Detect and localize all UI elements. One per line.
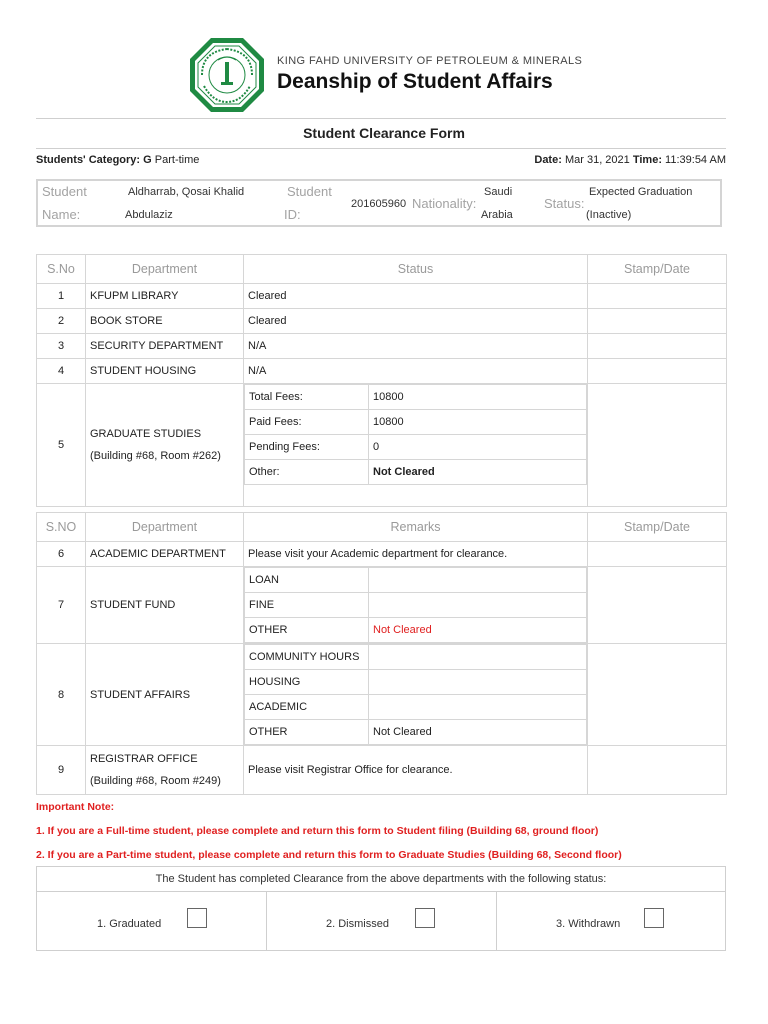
col-header-status: Status [244,255,588,284]
fund-row [245,618,587,643]
nationality-label: Nationality: [412,196,477,211]
fee-value: Not Cleared [369,460,587,485]
affairs-value [369,645,587,670]
affairs-row [245,670,587,695]
option-graduated-label: 1. Graduated [97,918,162,930]
table-row-student-affairs [37,644,727,746]
table-row [37,334,727,359]
fee-label: Paid Fees: [245,410,369,435]
affairs-subtable [244,644,587,745]
student-category [36,154,199,166]
fund-label: FINE [245,593,369,618]
deanship-title: Deanship of Student Affairs [277,70,553,93]
col-header-stamp: Stamp/Date [588,255,727,284]
row-department: SECURITY DEPARTMENT [86,334,244,359]
dismissed-checkbox[interactable] [415,908,435,928]
student-id-label: Student [287,184,332,199]
fee-value: 0 [369,435,587,460]
table-row [37,284,727,309]
affairs-label: COMMUNITY HOURS [245,645,369,670]
row-remark: Please visit Registrar Office for clearance. [244,746,588,795]
row-department: STUDENT FUND [86,567,244,644]
department-name: GRADUATE STUDIES [90,428,202,440]
fund-label: OTHER [245,618,369,643]
fee-value: 10800 [369,410,587,435]
row-stamp [588,746,727,795]
student-id-label-2: ID: [284,207,301,222]
fee-value: 10800 [369,385,587,410]
important-note-1: 1. If you are a Full-time student, please complete and return this form to Student filing (Building 68, ground floor) [36,825,599,837]
fee-row [245,410,587,435]
status-line2: (Inactive) [586,209,632,221]
table-row [37,359,727,384]
category-date-row [36,154,726,170]
university-logo [188,36,266,114]
col-header-stamp: Stamp/Date [588,513,727,542]
university-name: KING FAHD UNIVERSITY OF PETROLEUM & MINERALS [277,55,583,67]
affairs-value [369,695,587,720]
fee-label: Pending Fees: [245,435,369,460]
affairs-label: ACADEMIC [245,695,369,720]
fund-subtable [244,567,587,643]
withdrawn-checkbox[interactable] [644,908,664,928]
title-divider [36,148,726,149]
row-stamp [588,334,727,359]
fee-row [245,460,587,485]
date-value: Mar 31, 2021 [564,154,630,166]
row-department: BOOK STORE [86,309,244,334]
fee-label: Total Fees: [245,385,369,410]
page-header [0,30,768,122]
row-sno: 7 [37,567,86,644]
student-name-label-2: Name: [42,207,81,222]
affairs-label: OTHER [245,720,369,745]
department-name: REGISTRAR OFFICE [90,753,198,765]
row-department: KFUPM LIBRARY [86,284,244,309]
department-remarks-table [36,512,727,795]
row-status: Cleared [244,309,588,334]
table-row [37,542,727,567]
col-header-department: Department [86,513,244,542]
option-dismissed [267,892,497,950]
row-stamp [588,384,727,507]
completion-status-box [36,866,726,951]
row-sno: 9 [37,746,86,795]
student-name-line1: Aldharrab, Qosai Khalid [128,186,245,198]
department-location: (Building #68, Room #262) [90,450,221,462]
row-department: ACADEMIC DEPARTMENT [86,542,244,567]
affairs-row [245,645,587,670]
category-label: Students' Category: [36,154,141,166]
option-withdrawn-label: 3. Withdrawn [556,918,621,930]
row-stamp [588,644,727,746]
date-label: Date: [534,154,562,166]
option-graduated [37,892,267,950]
row-sno: 6 [37,542,86,567]
affairs-row [245,695,587,720]
student-name-line2: Abdulaziz [125,209,173,221]
col-header-sno: S.No [37,255,86,284]
row-sno: 4 [37,359,86,384]
fund-value: Not Cleared [369,618,587,643]
affairs-row [245,720,587,745]
option-withdrawn [497,892,725,950]
row-remark: Please visit your Academic department for clearance. [244,542,588,567]
student-id-value: 201605960 [351,198,407,210]
row-sno: 8 [37,644,86,746]
fee-row [245,435,587,460]
row-department [86,746,244,795]
time-value: 11:39:54 AM [665,154,726,166]
nationality-line2: Arabia [481,209,513,221]
row-sno: 2 [37,309,86,334]
important-note-2: 2. If you are a Part-time student, please complete and return this form to Graduate Studies (Building 68, Second floor) [36,849,622,861]
col-header-sno: S.NO [37,513,86,542]
row-stamp [588,359,727,384]
department-status-table [36,254,727,507]
fund-row [245,568,587,593]
completion-status-header: The Student has completed Clearance from the above departments with the following status: [37,867,725,892]
fee-row [245,385,587,410]
table-row-graduate-studies [37,384,727,507]
status-label: Status: [544,196,585,211]
category-value: Part-time [154,154,200,166]
fees-subtable [244,384,587,485]
row-department: STUDENT AFFAIRS [86,644,244,746]
status-line1: Expected Graduation [589,186,693,198]
table-header-row [37,513,727,542]
col-header-department: Department [86,255,244,284]
header-divider [36,118,726,119]
row-sno: 1 [37,284,86,309]
row-department: STUDENT HOUSING [86,359,244,384]
col-header-remarks: Remarks [244,513,588,542]
fees-cell [244,384,588,507]
row-stamp [588,284,727,309]
table-row [37,309,727,334]
form-title: Student Clearance Form [303,125,465,141]
fund-row [245,593,587,618]
option-dismissed-label: 2. Dismissed [326,918,389,930]
important-note-title: Important Note: [36,801,115,813]
table-header-row [37,255,727,284]
fee-label: Other: [245,460,369,485]
date-time [534,154,726,166]
table-row-student-fund [37,567,727,644]
affairs-label: HOUSING [245,670,369,695]
row-stamp [588,309,727,334]
row-stamp [588,542,727,567]
row-sno: 3 [37,334,86,359]
affairs-cell [244,644,588,746]
department-location: (Building #68, Room #249) [90,775,221,787]
affairs-value [369,670,587,695]
affairs-value: Not Cleared [369,720,587,745]
row-status: N/A [244,334,588,359]
row-status: N/A [244,359,588,384]
graduated-checkbox[interactable] [187,908,207,928]
nationality-line1: Saudi [484,186,513,198]
time-label: Time: [632,154,662,166]
row-sno: 5 [37,384,86,507]
fund-value [369,568,587,593]
category-code: G [143,154,152,166]
student-info-box [36,179,722,227]
row-department [86,384,244,507]
row-stamp [588,567,727,644]
fund-cell [244,567,588,644]
fund-label: LOAN [245,568,369,593]
table-row-registrar [37,746,727,795]
row-status: Cleared [244,284,588,309]
fund-value [369,593,587,618]
student-name-label: Student [42,184,87,199]
